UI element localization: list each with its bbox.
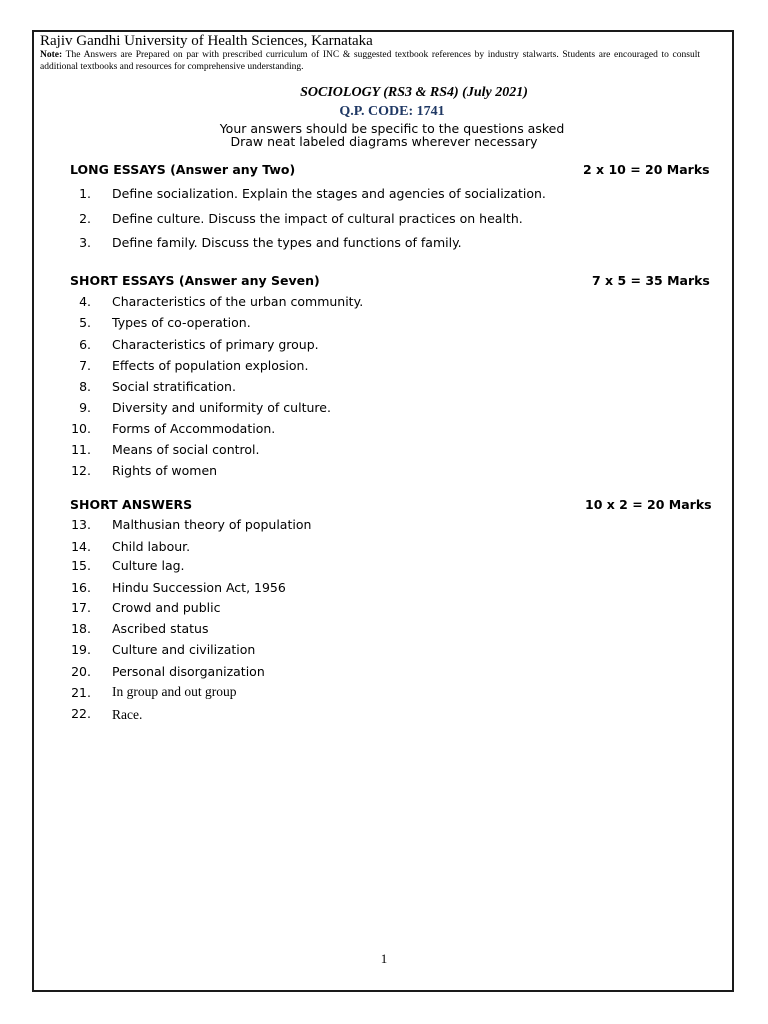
section-title-short-essays: SHORT ESSAYS (Answer any Seven) (70, 273, 320, 288)
question-number: 9. (79, 400, 91, 415)
qp-code: Q.P. CODE: 1741 (339, 104, 445, 119)
question-number: 5. (79, 315, 91, 330)
question-text: Ascribed status (112, 621, 209, 636)
question-text: Define family. Discuss the types and functions of family. (112, 235, 462, 250)
question-text: Social stratification. (112, 379, 236, 394)
question-text: Effects of population explosion. (112, 358, 309, 373)
question-text: Diversity and uniformity of culture. (112, 400, 331, 415)
question-number: 21. (71, 685, 91, 700)
question-number: 13. (71, 517, 91, 532)
question-text: Forms of Accommodation. (112, 421, 276, 436)
question-number: 15. (71, 558, 91, 573)
question-number: 17. (71, 600, 91, 615)
note-label: Note: (40, 50, 63, 60)
question-number: 4. (79, 294, 91, 309)
question-text: Define culture. Discuss the impact of cultural practices on health. (112, 211, 523, 226)
question-text: In group and out group (112, 684, 237, 699)
page-number: 1 (380, 951, 388, 966)
question-number: 11. (71, 442, 91, 457)
section-title-long-essays: LONG ESSAYS (Answer any Two) (70, 162, 296, 177)
question-number: 12. (71, 463, 91, 478)
question-text: Define socialization. Explain the stages and agencies of socialization. (112, 186, 546, 201)
section-marks-short-answers: 10 x 2 = 20 Marks (585, 497, 712, 512)
question-number: 16. (71, 580, 91, 595)
question-number: 3. (79, 235, 91, 250)
instruction-specific: Your answers should be specific to the questions asked (219, 121, 565, 136)
question-text: Rights of women (112, 463, 218, 478)
question-number: 1. (79, 186, 91, 201)
question-text: Malthusian theory of population (112, 517, 312, 532)
question-text: Types of co-operation. (112, 315, 251, 330)
section-title-short-answers: SHORT ANSWERS (70, 497, 193, 512)
question-number: 8. (79, 379, 91, 394)
section-marks-short-essays: 7 x 5 = 35 Marks (592, 273, 710, 288)
question-text: Culture and civilization (112, 642, 256, 657)
question-number: 6. (79, 337, 91, 352)
question-text: Culture lag. (112, 558, 185, 573)
question-number: 14. (71, 539, 91, 554)
question-number: 2. (79, 211, 91, 226)
question-text: Child labour. (112, 539, 191, 554)
exam-subject: SOCIOLOGY (RS3 & RS4) (July 2021) (300, 85, 528, 100)
question-text: Race. (112, 707, 143, 722)
section-marks-long-essays: 2 x 10 = 20 Marks (583, 162, 710, 177)
question-text: Characteristics of primary group. (112, 337, 319, 352)
question-text: Characteristics of the urban community. (112, 294, 364, 309)
question-number: 10. (71, 421, 91, 436)
question-number: 7. (79, 358, 91, 373)
question-number: 22. (71, 706, 91, 721)
university-name: Rajiv Gandhi University of Health Sciences, Karnataka (40, 33, 373, 49)
question-text: Crowd and public (112, 600, 221, 615)
note-paragraph (40, 50, 700, 73)
question-text: Means of social control. (112, 442, 260, 457)
question-number: 19. (71, 642, 91, 657)
note-text: The Answers are Prepared on par with prescribed curriculum of INC & suggested textbook references by industry stalwarts. Students are encouraged to consult additional textbooks and resources for comprehensive understanding. (40, 50, 700, 72)
question-number: 20. (71, 664, 91, 679)
instruction-diagrams: Draw neat labeled diagrams wherever necessary (230, 134, 538, 149)
question-number: 18. (71, 621, 91, 636)
question-text: Hindu Succession Act, 1956 (112, 580, 286, 595)
question-text: Personal disorganization (112, 664, 265, 679)
